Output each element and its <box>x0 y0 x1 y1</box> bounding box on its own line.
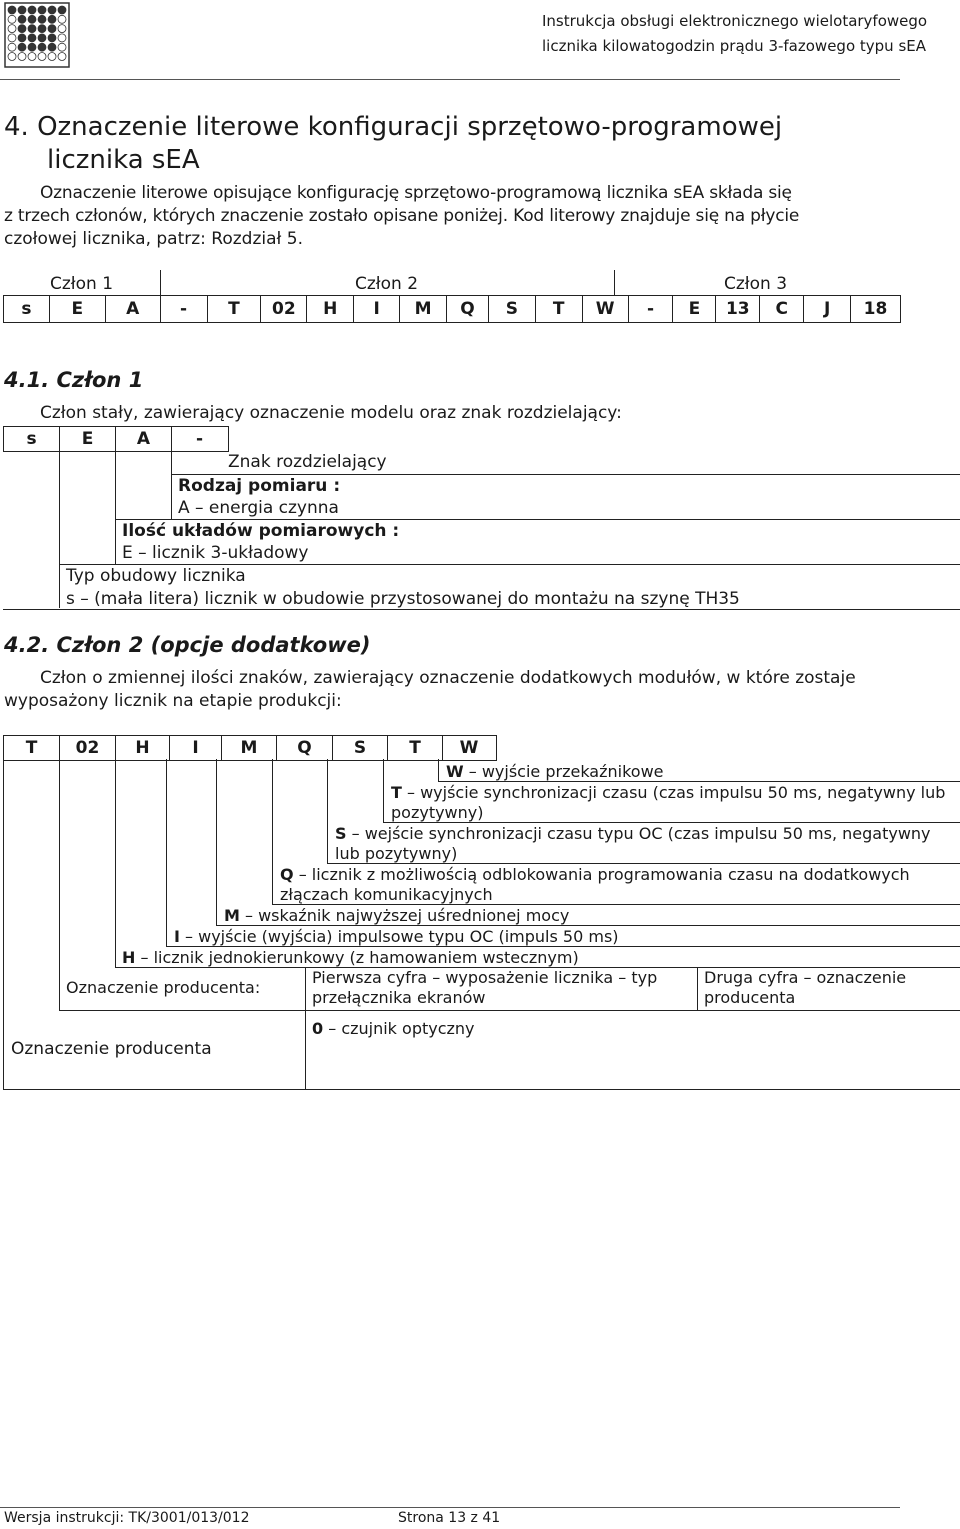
s42-code-row <box>3 735 497 761</box>
intro-line3: czołowej licznika, patrz: Rozdział 5. <box>4 229 303 249</box>
group3-label: Człon 3 <box>724 274 788 294</box>
code-cell: - <box>161 296 208 322</box>
rodzaj-value: A – energia czynna <box>178 498 339 518</box>
sep-label: Znak rozdzielający <box>228 452 387 472</box>
footer-page: Strona 13 z 41 <box>398 1510 501 1526</box>
group1-label: Człon 1 <box>50 274 114 294</box>
heading-4-2: 4.2. Człon 2 (opcje dodatkowe) <box>4 633 371 657</box>
code-cell: 02 <box>261 296 307 322</box>
opt-t: T – wyjście synchronizacji czasu (czas impulsu 50 ms, negatywny lub <box>391 783 946 802</box>
section-title-line1: 4. Oznaczenie literowe konfiguracji sprzętowo-programowej <box>4 112 783 142</box>
footer-version: Wersja instrukcji: TK/3001/013/012 <box>4 1510 250 1526</box>
code-cell: S <box>333 736 388 760</box>
footer-divider <box>0 1507 900 1508</box>
code-cell: E <box>50 296 106 322</box>
code-cell: H <box>116 736 170 760</box>
code-cell: T <box>4 736 60 760</box>
code-cell: T <box>388 736 443 760</box>
code-cell: 02 <box>60 736 116 760</box>
code-cell: H <box>307 296 354 322</box>
code-cell: I <box>170 736 222 760</box>
opt-i: I – wyjście (wyjścia) impulsowe typu OC (impuls 50 ms) <box>174 927 619 946</box>
code-cell: E <box>673 296 716 322</box>
s42-desc-line1: Człon o zmiennej ilości znaków, zawierający oznaczenie dodatkowych modułów, w które zostaje <box>40 668 856 688</box>
code-cell: Q <box>277 736 333 760</box>
group2-label: Człon 2 <box>355 274 419 294</box>
code-cell: T <box>208 296 262 322</box>
second-digit-line2: producenta <box>704 988 796 1007</box>
ilosc-label: Ilość układów pomiarowych : <box>122 521 400 541</box>
opt-t-cont: pozytywny) <box>391 803 484 822</box>
ilosc-value: E – licznik 3-układowy <box>122 543 309 563</box>
code-cell: s <box>4 427 60 451</box>
code-cell: - <box>195 429 204 449</box>
code-cell: S <box>489 296 536 322</box>
s41-code-row <box>3 426 229 452</box>
header-line1: Instrukcja obsługi elektronicznego wielotaryfowego <box>542 12 928 30</box>
code-cell: A <box>116 427 172 451</box>
second-digit-line1: Druga cyfra – oznaczenie <box>704 968 907 987</box>
opt-s-cont: lub pozytywny) <box>335 844 458 863</box>
code-cell: J <box>804 296 851 322</box>
zero-option: 0 – czujnik optyczny <box>312 1019 475 1038</box>
code-cell: I <box>354 296 400 322</box>
code-cell: M <box>400 296 447 322</box>
code-cell: E <box>60 427 116 451</box>
s42-desc-line2: wyposażony licznik na etapie produkcji: <box>4 691 342 711</box>
rodzaj-label: Rodzaj pomiaru : <box>178 476 341 496</box>
producer-colon-label: Oznaczenie producenta: <box>66 978 261 997</box>
header-divider <box>0 79 900 80</box>
opt-s: S – wejście synchronizacji czasu typu OC (czas impulsu 50 ms, negatywny <box>335 824 931 843</box>
code-cell: C <box>760 296 804 322</box>
code-cell: Q <box>447 296 489 322</box>
code-cell: T <box>536 296 583 322</box>
code-cell: s <box>4 296 50 322</box>
opt-h: H – licznik jednokierunkowy (z hamowaniem wstecznym) <box>122 948 579 967</box>
section-title-line2: licznika sEA <box>47 145 200 175</box>
producer-label: Oznaczenie producenta <box>11 1039 212 1059</box>
code-cell: 18 <box>863 299 888 319</box>
heading-4-1: 4.1. Człon 1 <box>4 368 144 392</box>
logo <box>4 2 70 68</box>
code-cell: A <box>106 296 161 322</box>
code-cell: W <box>459 738 479 758</box>
opt-q-cont: złączach komunikacyjnych <box>280 885 493 904</box>
s41-desc: Człon stały, zawierający oznaczenie modelu oraz znak rozdzielający: <box>40 403 622 423</box>
code-cell: 13 <box>716 296 760 322</box>
opt-w: W – wyjście przekaźnikowe <box>446 762 664 781</box>
opt-m: M – wskaźnik najwyższej uśrednionej mocy <box>224 906 570 925</box>
logo-icon <box>4 2 70 68</box>
typ-value: s – (mała litera) licznik w obudowie przystosowanej do montażu na szynę TH35 <box>66 589 740 609</box>
first-digit-line2: przełącznika ekranów <box>312 988 486 1007</box>
typ-label: Typ obudowy licznika <box>66 566 246 586</box>
header-line2: licznika kilowatogodzin prądu 3-fazowego typu sEA <box>542 37 926 55</box>
opt-q: Q – licznik z możliwością odblokowania programowania czasu na dodatkowych <box>280 865 910 884</box>
code-cell: W <box>583 296 629 322</box>
intro-line2: z trzech członów, których znaczenie zostało opisane poniżej. Kod literowy znajduje się na płycie <box>4 206 800 226</box>
code-cell: - <box>629 296 674 322</box>
first-digit-line1: Pierwsza cyfra – wyposażenie licznika – typ <box>312 968 658 987</box>
intro-line1: Oznaczenie literowe opisujące konfigurację sprzętowo-programową licznika sEA składa się <box>40 183 792 203</box>
code-table-row <box>3 295 901 323</box>
code-cell: M <box>222 736 277 760</box>
